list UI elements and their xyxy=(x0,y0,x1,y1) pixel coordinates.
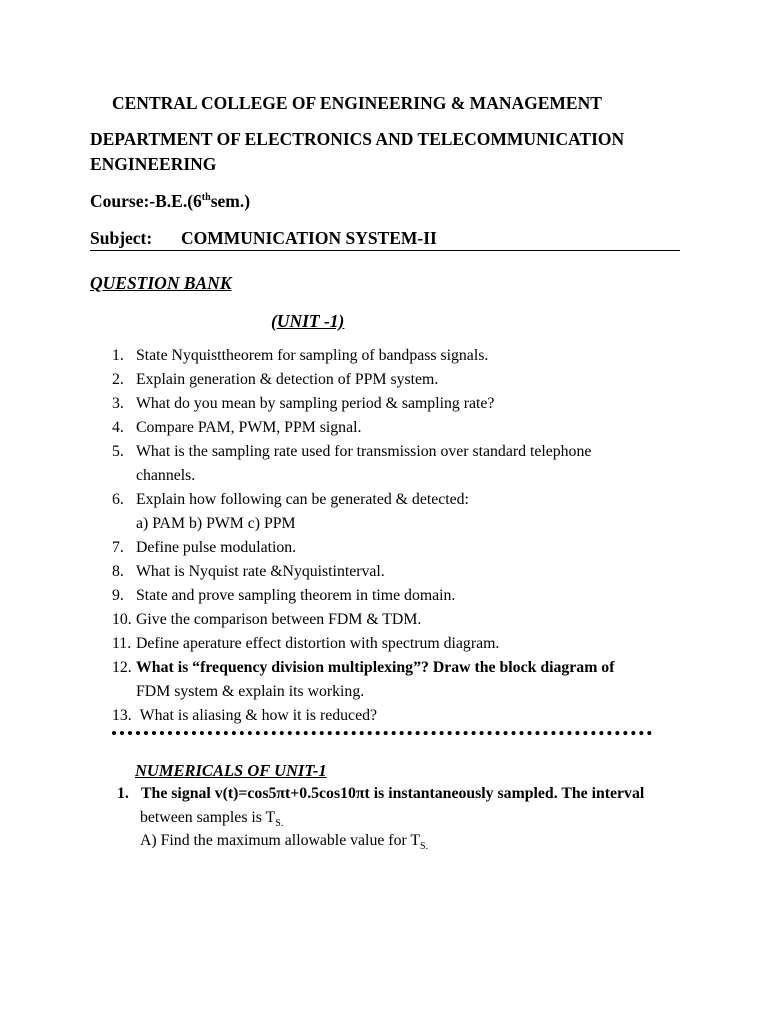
list-item xyxy=(112,563,385,581)
numerical-question-1-line-3 xyxy=(140,832,428,852)
item-text: What is Nyquist rate &Nyquistinterval. xyxy=(136,563,385,580)
item-number: 2. xyxy=(112,371,124,388)
list-item xyxy=(112,347,488,365)
subscript: S. xyxy=(420,841,429,853)
course-superscript: th xyxy=(201,192,211,204)
course-line xyxy=(90,191,250,212)
item-text: Compare PAM, PWM, PPM signal. xyxy=(136,419,362,436)
list-item-continuation: a) PAM b) PWM c) PPM xyxy=(136,515,296,532)
list-item xyxy=(112,611,421,629)
item-text: State Nyquisttheorem for sampling of bandpass signals. xyxy=(136,347,489,364)
item-number: 10. xyxy=(112,611,132,628)
item-text: What do you mean by sampling period & sampling rate? xyxy=(136,395,495,412)
item-number: 3. xyxy=(112,395,124,412)
list-item-continuation: FDM system & explain its working. xyxy=(136,683,365,700)
item-number: 11. xyxy=(112,635,132,652)
list-item-continuation: channels. xyxy=(136,467,196,484)
list-item xyxy=(112,635,499,653)
numerical-question-1-line-2 xyxy=(140,809,283,829)
item-text: Explain generation & detection of PPM system. xyxy=(136,371,439,388)
item-text: Define aperature effect distortion with spectrum diagram. xyxy=(136,635,500,652)
item-text: State and prove sampling theorem in time domain. xyxy=(136,587,456,604)
item-number: 1. xyxy=(112,347,124,364)
item-number: 13. xyxy=(112,707,132,724)
list-item xyxy=(112,395,494,413)
item-number: 7. xyxy=(112,539,124,556)
numerical-question-1 xyxy=(117,785,644,803)
item-number: 4. xyxy=(112,419,124,436)
item-number: 12. xyxy=(112,659,132,676)
item-number: 5. xyxy=(112,443,124,460)
list-item xyxy=(112,419,361,437)
list-item xyxy=(112,491,469,509)
item-text: Explain how following can be generated & detected: xyxy=(136,491,469,508)
item-number: 8. xyxy=(112,563,124,580)
item-text: What is the sampling rate used for transmission over standard telephone xyxy=(136,443,592,460)
line-text: between samples is T xyxy=(140,809,276,826)
item-text: Give the comparison between FDM & TDM. xyxy=(136,611,422,628)
dotted-divider xyxy=(112,731,652,735)
department-line-2: ENGINEERING xyxy=(90,154,217,174)
unit-title: (UNIT -1) xyxy=(271,311,345,331)
item-text: The signal v(t)=cos5πt+0.5cos10πt is instantaneously sampled. The interval xyxy=(141,785,645,802)
item-text: Define pulse modulation. xyxy=(136,539,297,556)
list-item xyxy=(112,443,591,461)
numericals-title: NUMERICALS OF UNIT-1 xyxy=(135,761,327,780)
list-item xyxy=(112,707,377,725)
department-line-1: DEPARTMENT OF ELECTRONICS AND TELECOMMUNICATION xyxy=(90,129,625,149)
subscript: S. xyxy=(275,818,284,830)
item-text: What is aliasing & how it is reduced? xyxy=(136,707,377,724)
subject-label: Subject: xyxy=(90,228,153,248)
subject-value: COMMUNICATION SYSTEM-II xyxy=(181,228,437,248)
item-number: 1. xyxy=(117,785,129,802)
list-item xyxy=(112,587,455,605)
list-item xyxy=(112,371,438,389)
subject-underline xyxy=(90,250,680,251)
line-text: A) Find the maximum allowable value for T xyxy=(140,832,421,849)
item-number: 9. xyxy=(112,587,124,604)
college-name: CENTRAL COLLEGE OF ENGINEERING & MANAGEMENT xyxy=(112,93,602,113)
list-item xyxy=(112,539,296,557)
item-number: 6. xyxy=(112,491,124,508)
item-text: What is “frequency division multiplexing”? Draw the block diagram of xyxy=(136,659,615,676)
course-prefix: Course:-B.E.(6 xyxy=(90,191,202,211)
course-suffix: sem.) xyxy=(210,191,251,211)
question-bank-title: QUESTION BANK xyxy=(90,273,232,293)
list-item xyxy=(112,659,614,677)
